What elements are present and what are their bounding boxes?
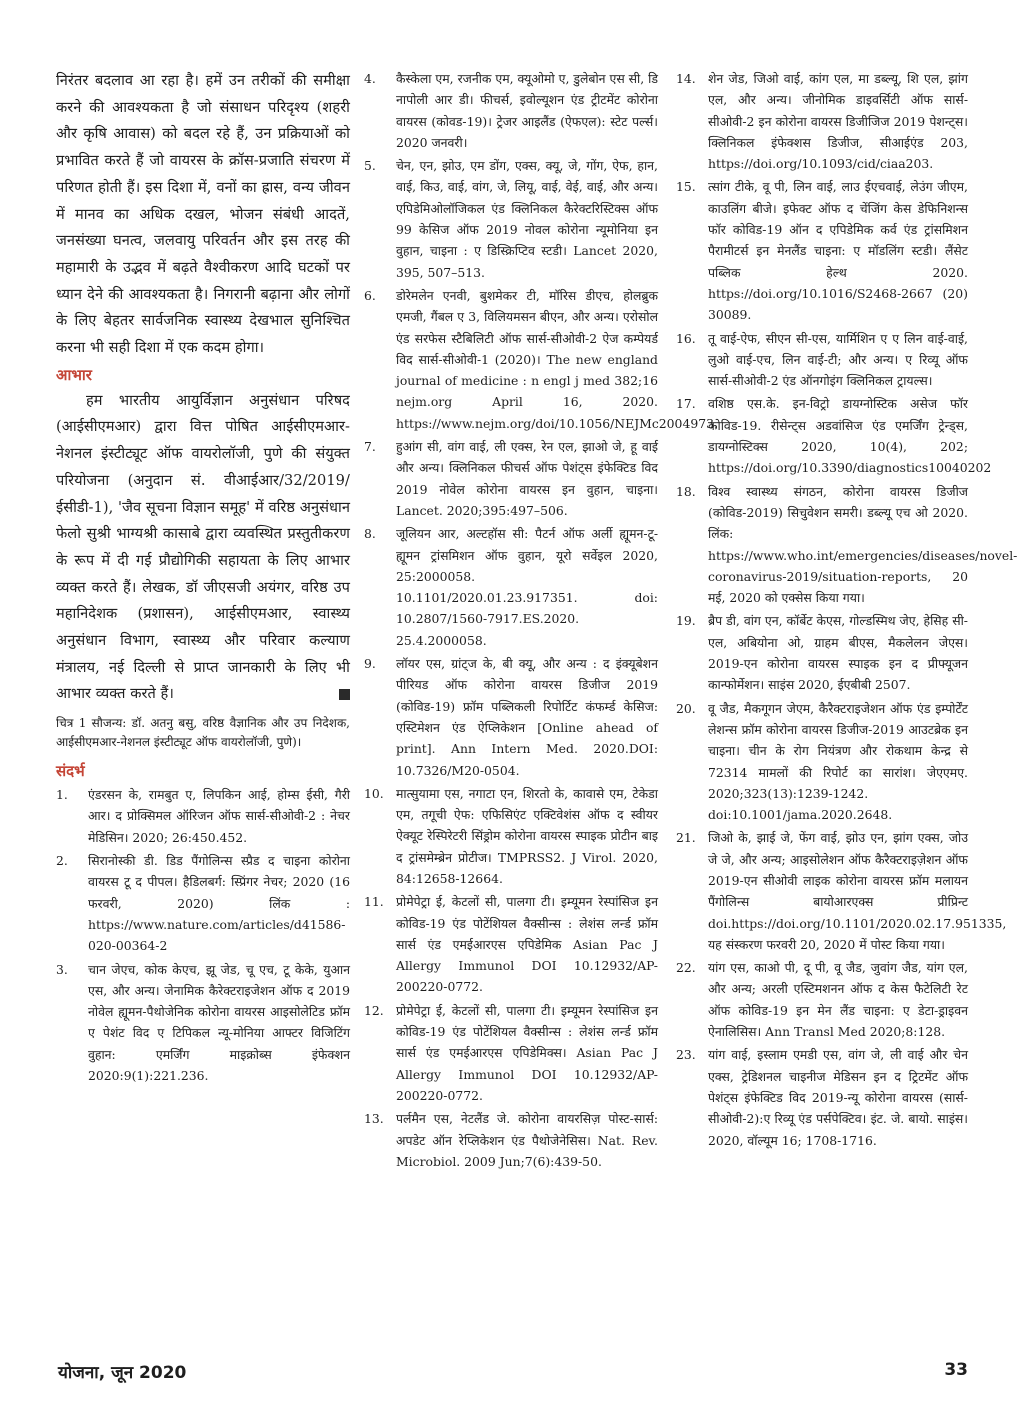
reference-item	[56, 784, 350, 848]
reference-text: वू जैड, मैकगूगन जेएम, कैरैक्टराइजेशन ऑफ एंड इम्पोर्टेंट लेशन्स फ्रॉम कोरोना वायरस डिजीज-2019 आउटब्रेक इन चाइना। चीन के रोग नियंत्रण और रोकथाम केन्द्र से 72314 मामलों की रिपोर्ट का सारांश। जेएएमए. 2020;323(13):1239-1242. doi:10.1001/jama.2020.2648.	[708, 700, 968, 823]
reference-item	[676, 698, 968, 826]
reference-text: प्रोमेपेट्रा ई, केटलों सी, पालगा टी। इम्यूमन रेस्पांसिज इन कोविड-19 एंड पोटेंशियल वैक्सीन्स : लेशंस लर्न्ड फ्रॉम सार्स एंड एमईआरएस एपिडेमिक्स। Asian Pac J Allergy Immunol DOI 10.12932/AP-200220-0772.	[396, 1002, 658, 1103]
reference-number: 5.	[364, 158, 376, 174]
reference-number: 11.	[364, 894, 384, 910]
reference-text: लॉयर एस, ग्रांट्ज के, बी क्यू, और अन्य : द इंक्यूबेशन पीरियड ऑफ कोरोना वायरस डिजीज 2019 (कोविड-19) फ्रॉम पब्लिकली रिपोर्टिट कंफर्म्ड केसिज: एस्टिमेशन एंड ऐप्लिकेशन [Online ahead of print]. Ann Intern Med. 2020.DOI: 10.7326/M20-0504.	[396, 656, 658, 778]
reference-item	[676, 1044, 968, 1150]
reference-item	[676, 827, 1007, 955]
end-square-icon	[339, 689, 350, 700]
reference-number: 18.	[676, 483, 696, 499]
reference-item	[676, 176, 968, 325]
reference-text: प्रोमेपेट्रा ई, केटलों सी, पालगा टी। इम्यूमन रेस्पांसिज इन कोविड-19 एंड पोटेंशियल वैक्सीन्स : लेशंस लर्न्ड फ्रॉम सार्स एंड एमईआरएस एपिडेमिक Asian Pac J Allergy Immunol DOI 10.12932/AP-200220-0772.	[396, 894, 658, 995]
reference-text: ब्रैप डी, वांग एन, कॉर्बेट केएस, गोल्डस्मिथ जेए, हेसिह सी-एल, अबियोना ओ, ग्राहम बीएस, मैकलेलन जेएस। 2019-एन कोरोना वायरस स्पाइक इन द प्रीफ्यूजन कान्फोर्मेशन। साइंस 2020, ईएबीबी 2507.	[708, 613, 968, 693]
reference-text: वशिष्ठ एस.के. इन-विट्रो डायग्नोस्टिक असेज फॉर कोविड-19. रीसेन्ट्स अडवांसिज एंड एमर्जिंग ट्रेन्ड्स, डायग्नोस्टिक्स 2020, 10(4), 202; https://doi.org/10.3390/diagnostics10040202	[708, 396, 992, 476]
reference-number: 1.	[56, 787, 68, 803]
reference-item	[364, 523, 658, 651]
acknowledgement-text	[56, 388, 350, 708]
reference-text: चान जेएच, कोक केएच, झू जेड, चू एच, टू केके, युआन एस, और अन्य। जेनामिक कैरेक्टराइजेशन ऑफ द 2019 नोवेल ह्यूमन-पैथोजेनिक कोरोना वायरस आइसोलेटिड फ्रॉम ए पेशंट विद ए टिपिकल न्यू-मोनिया आफ्टर विजिटिंग वुहान: एमर्जिंग माइक्रोब्स इंफेक्शन 2020:9(1):221.236.	[88, 961, 350, 1084]
reference-item	[364, 653, 658, 781]
reference-item	[364, 155, 658, 283]
reference-number: 13.	[364, 1111, 384, 1127]
reference-number: 3.	[56, 961, 68, 977]
reference-number: 9.	[364, 656, 376, 672]
reference-number: 17.	[676, 396, 696, 412]
reference-number: 19.	[676, 613, 696, 629]
reference-text: सिरानोस्की डी. डिड पैंगोलिन्स स्प्रैड द चाइना कोरोना वायरस टू द पीपल। हैडिलबर्ग: स्प्रिंगर नेचर; 2020 (16 फरवरी, 2020) लिंक : https://www.nature.com/articles/d41586-020-00364-2	[88, 853, 350, 954]
reference-item	[364, 1108, 658, 1172]
reference-number: 14.	[676, 71, 696, 86]
reference-text: शेन जेड, जिओ वाई, कांग एल, मा डब्ल्यू, शि एल, झांग एल, और अन्य। जीनोमिक डाइवर्सिटी ऑफ सार्स-सीओवी-2 इन कोरोना वायरस डिजीजिज 2019 पेशन्ट्स। क्लिनिकल इंफेक्शस डिजीज, सीआईएंड 203, https://doi.org/10.1093/cid/ciaa203.	[708, 71, 968, 172]
reference-number: 16.	[676, 330, 696, 346]
reference-item	[56, 850, 350, 956]
reference-number: 12.	[364, 1002, 384, 1018]
reference-text: चेन, एन, झोउ, एम डोंग, एक्स, क्यू, जे, गोंग, ऐफ, हान, वाई, किउ, वाई, वांग, जे, लियू, वाई, वेई, वाई, और अन्य। एपिडेमिओलॉजिकल एंड क्लिनिकल कैरेक्टरिस्टिक्स ऑफ 99 केसिज ऑफ 2019 नोवल कोरोना न्यूमोनिया इन वुहान, चाइना : ए डिस्क्रिप्टिव स्टडी। Lancet 2020, 395, 507–513.	[396, 158, 658, 280]
column-3	[676, 68, 1018, 1153]
reference-item	[676, 393, 992, 478]
references-heading: संदर्भ	[56, 762, 85, 781]
reference-number: 21.	[676, 830, 696, 846]
reference-number: 20.	[676, 700, 696, 716]
reference-text: तू वाई-ऐफ, सीएन सी-एस, यार्मिशिन ए ए लिन वाई-वाई, लुओ वाई-एच, लिन वाई-टी; और अन्य। ए रिव्यू ऑफ सार्स-सीओवी-2 एंड ऑनगोइंग क्लिनिकल ट्रायल्स।	[708, 330, 968, 389]
reference-number: 2.	[56, 853, 68, 869]
acknowledgement-body: हम भारतीय आयुर्विज्ञान अनुसंधान परिषद (आईसीएमआर) द्वारा वित्त पोषित आईसीएमआर-नेशनल इंस्टीट्यूट ऑफ वायरोलॉजी, पुणे की संयुक्त परियोजना (अनुदान सं. वीआईआर/32/2019/ईसीडी-1), 'जैव सूचना विज्ञान समूह' में वरिष्ठ अनुसंधान फेलो सुश्री भाग्यश्री कासाबे द्वारा व्यवस्थित प्रस्तुतीकरण के रूप में दी गई प्रौद्योगिकी सहायता के लिए आभार व्यक्त करते हैं। लेखक, डॉ जीएसजी अयंगर, वरिष्ठ उप महानिदेशक (प्रशासन), आईसीएमआर, स्वास्थ्य अनुसंधान विभाग, स्वास्थ्य और परिवार कल्याण मंत्रालय, नई दिल्ली से प्राप्त जानकारी के लिए भी आभार व्यक्त करते हैं।	[56, 391, 350, 703]
reference-item	[676, 957, 968, 1042]
reference-number: 7.	[364, 439, 376, 455]
reference-item	[364, 1000, 658, 1106]
reference-number: 6.	[364, 287, 376, 303]
reference-number: 22.	[676, 960, 696, 976]
reference-item	[56, 959, 350, 1087]
reference-list-col3	[676, 68, 1018, 1151]
reference-item	[676, 481, 1018, 609]
reference-text: जिओ के, झाई जे, फेंग वाई, झोउ एन, झांग एक्स, जोउ जे जे, और अन्य; आइसोलेशन ऑफ कैरैक्टराइज़ेशन ऑफ 2019-एन सीओवी लाइक कोरोना वायरस फ्रॉम मलायन पैंगोलिन्स बायोआरएक्स प्रीप्रिन्ट doi.https://doi.org/10.1101/2020.02.17.951335, यह संस्करण फरवरी 20, 2020 में पोस्ट किया गया।	[708, 830, 1007, 952]
reference-item	[364, 436, 658, 521]
reference-text: त्सांग टीके, वू पी, लिन वाई, लाउ ईएचवाई, लेउंग जीएम, काउलिंग बीजे। इफेक्ट ऑफ द चेंजिंग केस डेफिनिशन्स फॉर कोविड-19 ऑन द एपिडेमिक कर्व एंड ट्रांसमिशन पैरामीटर्स इन मेनलैंड चाइना: ए मॉडलिंग स्टडी। लैंसेट पब्लिक हेल्थ 2020. https://doi.org/10.1016/S2468-2667 (20) 30089.	[708, 179, 968, 323]
reference-number: 4.	[364, 71, 376, 86]
intro-paragraph: निरंतर बदलाव आ रहा है। हमें उन तरीकों की समीक्षा करने की आवश्यकता है जो संसाधन परिदृश्य (शहरी और कृषि आवास) को बदल रहे हैं, उन प्रक्रियाओं को प्रभावित करते हैं जो वायरस के क्रॉस-प्रजाति संचरण में परिणत होती हैं। इस दिशा में, वनों का ह्रास, वन्य जीवन में मानव का अधिक दखल, भोजन संबंधी आदतें, जनसंख्या घनत्व, जलवायु परिवर्तन और इस तरह की महामारी के उद्भव में बढ़ते वैश्वीकरण आदि घटकों पर ध्यान देने की आवश्यकता है। निगरानी बढ़ाना और लोगों के लिए बेहतर सार्वजनिक स्वास्थ्य देखभाल सुनिश्चित करना भी सही दिशा में एक कदम होगा।	[56, 72, 350, 357]
reference-text: विश्व स्वास्थ्य संगठन, कोरोना वायरस डिजीज (कोविड-2019) सिचुवेशन समरी। डब्ल्यू एच ओ 2020. लिंक: https://www.who.int/emergencies/diseases/novel-coronavirus-2019/situation-reports, 20 मई, 2020 को एक्सेस किया गया।	[708, 483, 1018, 606]
figure-credit: चित्र 1 सौजन्य: डॉ. अतनु बसु, वरिष्ठ वैज्ञानिक और उप निदेशक, आईसीएमआर-नेशनल इंस्टीट्यूट ऑफ वायरोलॉजी, पुणे)।	[56, 716, 350, 750]
reference-text: एंडरसन के, रामबुत ए, लिपकिन आई, होम्स ईसी, गैरी आर। द प्रोक्सिमल ऑरिजन ऑफ सार्स-सीओवी-2 : नेचर मेडिसिन। 2020; 26:450.452.	[88, 787, 350, 845]
reference-text: हुआंग सी, वांग वाई, ली एक्स, रेन एल, झाओ जे, हू वाई और अन्य। क्लिनिकल फीचर्स ऑफ पेशंट्स इंफेक्टिड विद 2019 नोवेल कोरोना वायरस इन वुहान, चाइना। Lancet. 2020;395:497–506.	[396, 439, 658, 518]
reference-text: यांग वाई, इस्लाम एमडी एस, वांग जे, ली वाई और चेन एक्स, ट्रेडिशनल चाइनीज मेडिसन इन द ट्रिटमेंट ऑफ पेशंट्स इंफेक्टिड विद 2019-न्यू कोरोना वायरस (सार्स-सीओवी-2):ए रिव्यू एंड पर्सपेक्टिव। इंट. जे. बायो. साइंस। 2020, वॉल्यूम 16; 1708-1716.	[708, 1047, 968, 1148]
reference-item	[676, 610, 968, 695]
reference-text: यांग एस, काओ पी, दू पी, वू जैड, जुवांग जैड, यांग एल, और अन्य; अरली एस्टिमशनन ऑफ द केस फैटेलिटी रेट ऑफ कोविड-19 इन मेन लैंड चाइना: ए डेटा-ड्राइवन ऐनालिसिस। Ann Transl Med 2020;8:128.	[708, 960, 968, 1040]
footer-magazine-name: योजना, जून 2020	[58, 1363, 187, 1383]
reference-text: पर्लमैन एस, नेटलैंड जे. कोरोना वायरसिज़ पोस्ट-सार्स: अपडेट ऑन रेप्लिकेशन एंड पैथोजेनेसिस। Nat. Rev. Microbiol. 2009 Jun;7(6):439-50.	[396, 1111, 658, 1169]
reference-item	[364, 68, 658, 153]
reference-list-col1	[56, 784, 350, 1086]
acknowledgement-heading: आभार	[56, 365, 92, 384]
reference-item	[676, 68, 968, 174]
reference-item	[364, 783, 658, 889]
reference-text: कैस्केला एम, रजनीक एम, क्यूओमो ए, डुलेबोन एस सी, डि नापोली आर डी। फीचर्स, इवोल्यूशन एंड ट्रीटमेंट कोरोना वायरस (कोवड-19)। ट्रेजर आइलैंड (ऐफएल): स्टेट पर्ल्स। 2020 जनवरी।	[396, 71, 658, 150]
page-number: 33	[944, 1360, 968, 1380]
reference-number: 23.	[676, 1047, 696, 1063]
column-1	[56, 68, 350, 1088]
reference-number: 8.	[364, 526, 376, 542]
reference-item	[676, 328, 968, 392]
reference-item	[364, 891, 658, 997]
reference-text: मात्सुयामा एस, नगाटा एन, शिरतो के, कावासे एम, टेकेडा एम, तगूची ऐफ: एफिसिएंट एक्टिवेशंस ऑफ द स्वीयर ऐक्यूट रेस्पिरेटरी सिंड्रोम कोरोना वायरस स्पाइक प्रोटीन बाइ द ट्रांसमेम्ब्रेन प्रोटीज। TMPRSS2. J Virol. 2020, 84:12658-12664.	[396, 785, 658, 886]
reference-text: जूलियन आर, अल्टहॉस सी: पैटर्न ऑफ अर्ली ह्यूमन-टू-ह्यूमन ट्रांसमिशन ऑफ वुहान, यूरो सर्वेइल 2020, 25:2000058. 10.1101/2020.01.23.917351. doi: 10.2807/1560-7917.ES.2020. 25.4.2000058.	[396, 526, 658, 648]
reference-number: 15.	[676, 179, 696, 195]
reference-text: डोरेमलेन एनवी, बुशमेकर टी, मॉरिस डीएच, होलब्रुक एमजी, गैंबल ए 3, विलियमसन बीएन, और अन्य। एरोसोल एंड सरफेस स्टैबिलिटी ऑफ सार्स-सीओवी-2 ऐज कम्पेयर्ड विद सार्स-सीओवी-1 (2020)। The new england journal of medicine : n engl j med 382;16 nejm.org April 16, 2020. https://www.nejm.org/doi/10.1056/NEJMc2004973.	[396, 287, 718, 431]
reference-number: 10.	[364, 785, 384, 801]
